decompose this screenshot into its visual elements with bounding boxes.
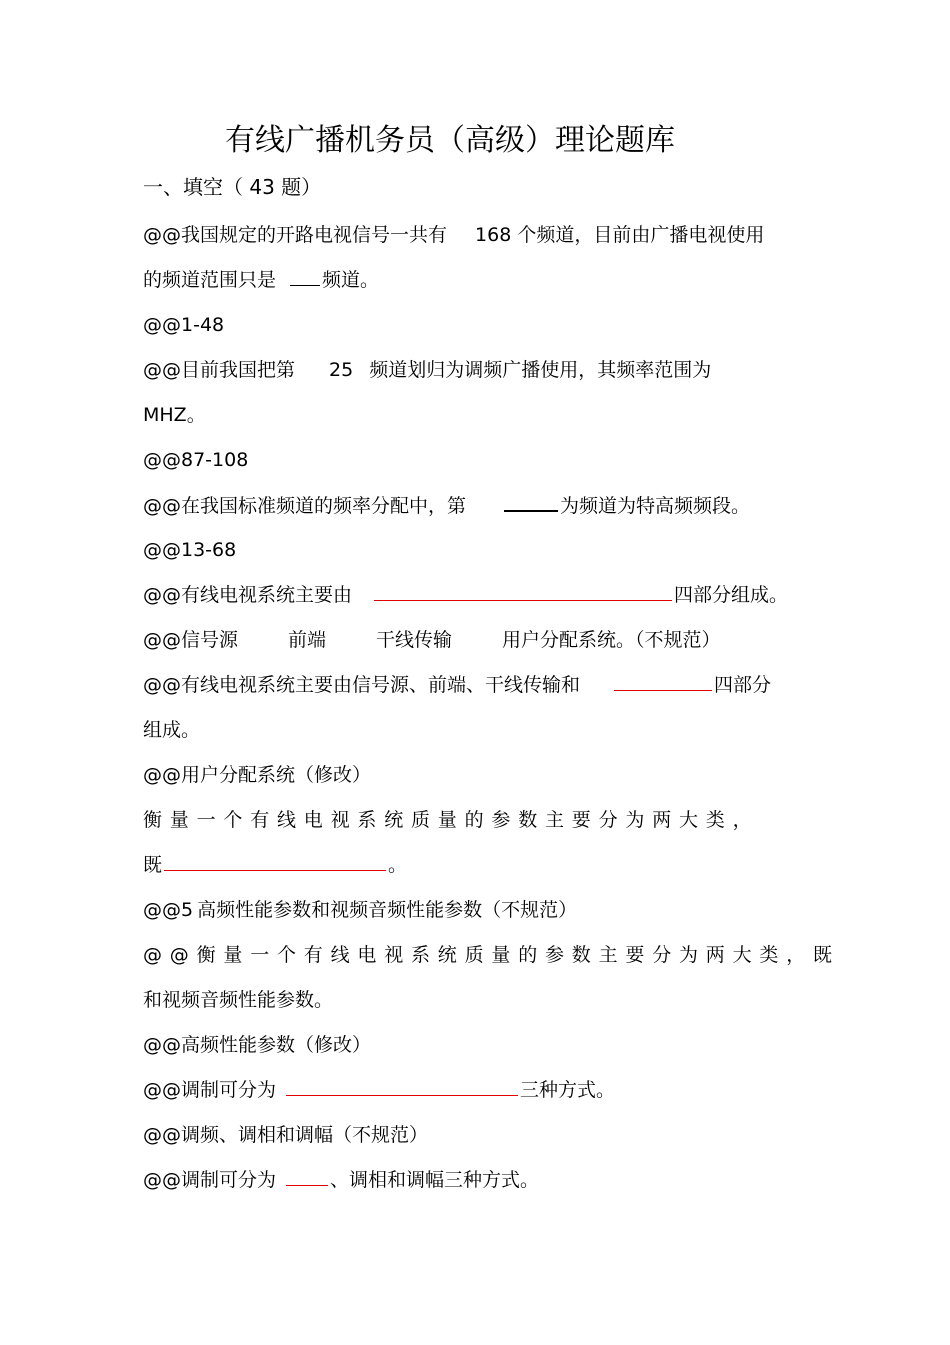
question-line: @@调制可分为 、调相和调幅三种方式。 [143,1163,808,1208]
answer-line: @@87-108 [143,449,249,471]
answer-blank [290,263,320,286]
answer-line: @@用户分配系统（修改） [143,764,372,786]
answer-blank [286,1073,518,1096]
answer-blank [286,1163,328,1186]
section-heading: 一、填空（ 43 题） [143,175,322,199]
question-line: @@在我国标准频道的频率分配中，第 为频道为特高频频段。 [143,488,808,533]
answer-blank [374,578,672,601]
answer-blank [504,488,558,512]
question-line: 衡量一个有线电视系统质量的参数主要分为两大类， [143,809,760,831]
document-title: 有线广播机务员（高级）理论题库 [225,123,675,158]
question-line: 组成。 [143,719,201,741]
answer-line: @@1-48 [143,314,225,336]
answer-blank [164,848,386,871]
question-line: @@目前我国把第 25 频道划归为调频广播使用，其频率范围为 [143,359,712,381]
answer-line: @@13-68 [143,539,237,561]
question-line: @@有线电视系统主要由信号源、前端、干线传输和 四部分 [143,668,808,713]
question-line: 和视频音频性能参数。 [143,989,334,1011]
question-list [143,218,840,1208]
answer-blank [614,668,712,691]
question-line: @@我国规定的开路电视信号一共有 168 个频道，目前由广播电视使用 [143,224,765,246]
question-line: @@调制可分为 三种方式。 [143,1073,808,1118]
question-line: 的频道范围只是 频道。 [143,263,808,308]
question-line: @@衡量一个有线电视系统质量的参数主要分为两大类，既 [143,944,840,966]
answer-line: @@5 高频性能参数和视频音频性能参数（不规范） [143,899,578,921]
answer-line: @@信号源 前端 干线传输 用户分配系统。（不规范） [143,629,721,651]
answer-line: @@调频、调相和调幅（不规范） [143,1124,429,1146]
question-line: MHZ。 [143,404,206,426]
answer-line: @@高频性能参数（修改） [143,1034,372,1056]
question-line: 既 。 [143,848,808,893]
question-line: @@有线电视系统主要由 四部分组成。 [143,578,808,623]
